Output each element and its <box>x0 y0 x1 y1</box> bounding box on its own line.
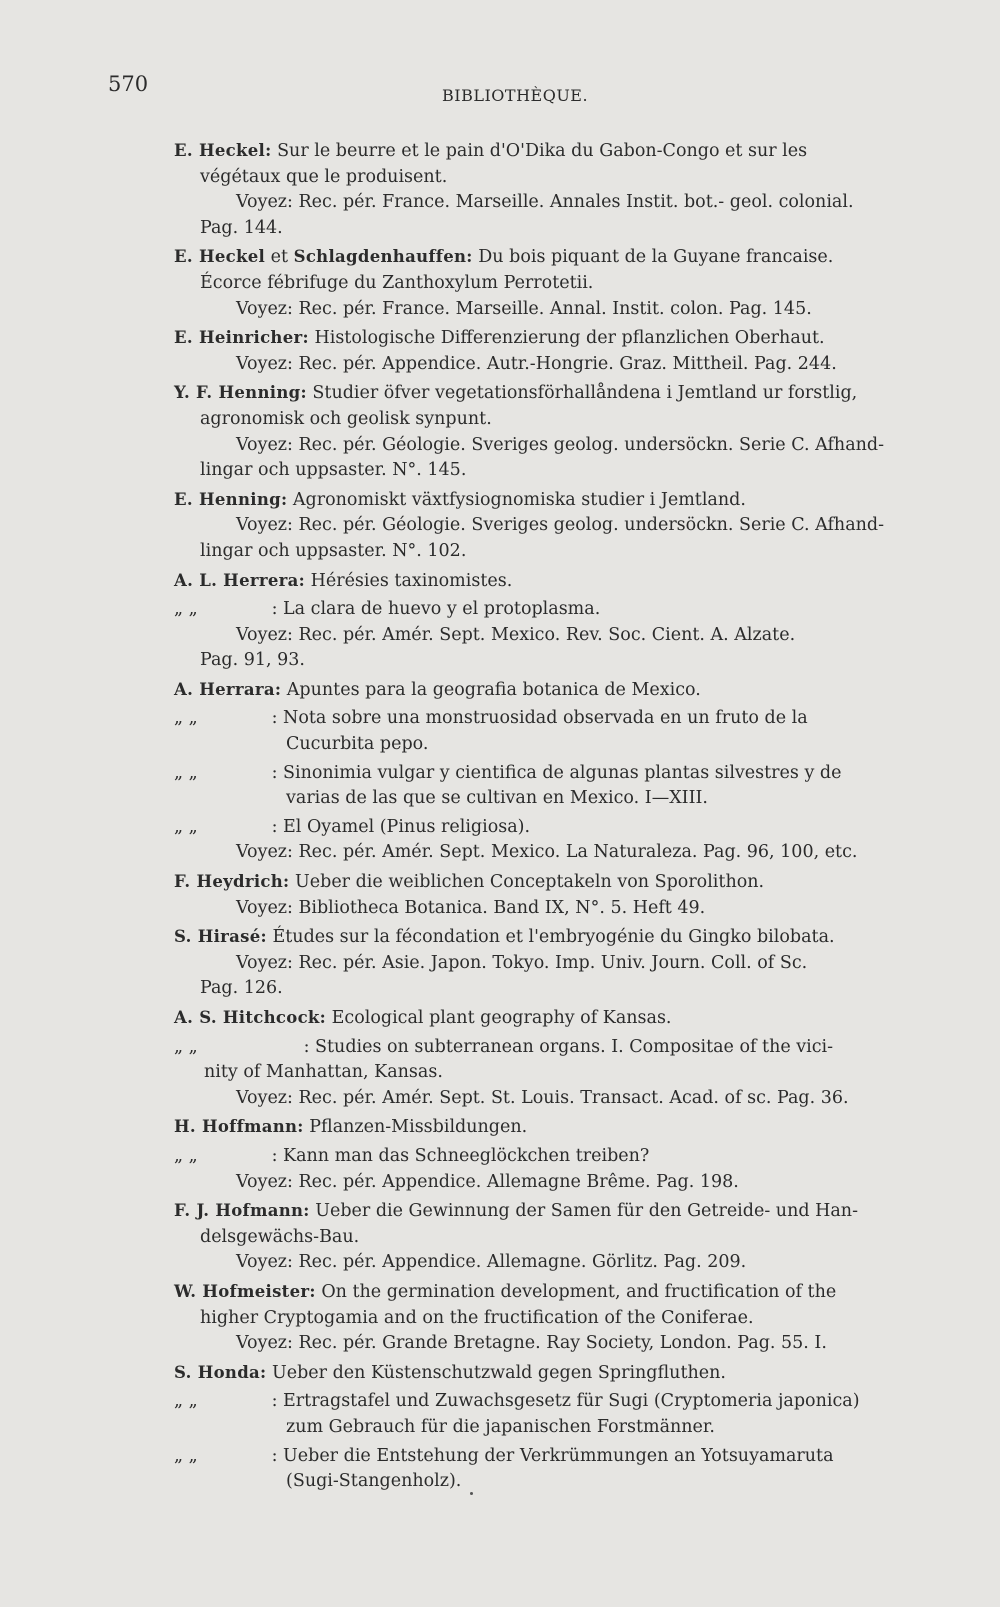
entry-author: Y. F. Henning: <box>174 383 307 403</box>
ink-speck <box>470 1492 473 1495</box>
entry-reference-continuation: Pag. 91, 93. <box>200 650 305 671</box>
entry-reference-continuation: lingar och uppsaster. N°. 102. <box>200 540 467 561</box>
entry-title: : La clara de huevo y el protoplasma. <box>266 599 601 620</box>
entry-title-continuation: (Sugi-Stangenholz). <box>286 1471 462 1492</box>
bibliography-entry <box>174 380 934 483</box>
entry-title-continuation: végétaux que le produisent. <box>200 166 448 187</box>
entry-title: Histologische Differenzierung der pflanzlichen Oberhaut. <box>308 328 825 349</box>
entry-title: : El Oyamel (Pinus religiosa). <box>266 816 531 837</box>
entry-reference: Voyez: Rec. pér. Amér. Sept. Mexico. La Naturaleza. Pag. 96, 100, etc. <box>236 842 858 863</box>
entry-coauthor: Schlagdenhauffen: <box>293 247 473 267</box>
entry-title-continuation: Cucurbita pepo. <box>286 734 429 755</box>
entry-author: E. Heinricher: <box>174 328 309 348</box>
entry-title-continuation: higher Cryptogamia and on the fructification of the Coniferae. <box>200 1307 754 1328</box>
entry-title: On the germination development, and fructification of the <box>315 1281 837 1302</box>
running-head: BIBLIOTHÈQUE. <box>442 86 589 105</box>
bibliography-entry <box>174 1279 934 1357</box>
entry-title-continuation: Écorce fébrifuge du Zanthoxylum Perrotetii. <box>200 272 594 293</box>
bibliography-entry <box>174 487 934 565</box>
entry-reference: Voyez: Rec. pér. Grande Bretagne. Ray Society, London. Pag. 55. I. <box>236 1333 827 1354</box>
entry-title: Sur le beurre et le pain d'O'Dika du Gabon-Congo et sur les <box>271 141 808 161</box>
entry-reference: Voyez: Rec. pér. Asie. Japon. Tokyo. Imp. Univ. Journ. Coll. of Sc. <box>236 952 808 973</box>
entry-title: : Ertragstafel und Zuwachsgesetz für Sugi (Cryptomeria japonica) <box>266 1391 860 1412</box>
bibliography-entry <box>174 869 934 921</box>
bibliography-entry <box>174 597 934 674</box>
entry-title-continuation: agronomisk och geolisk synpunt. <box>200 408 492 429</box>
bibliography-entry <box>174 325 934 377</box>
bibliography-entry <box>174 568 934 595</box>
bibliography-entry <box>174 1198 934 1276</box>
ditto-marks: „ „ <box>174 1036 198 1057</box>
entry-title: Agronomiskt växtfysiognomiska studier i Jemtland. <box>287 489 746 510</box>
entry-title: Ueber den Küstenschutzwald gegen Springfluthen. <box>266 1362 726 1383</box>
entry-author: S. Hirasé: <box>174 927 267 947</box>
entry-title: Du bois piquant de la Guyane francaise. <box>472 247 834 268</box>
bibliography-entry <box>174 1444 934 1495</box>
bibliography-entry <box>174 815 934 866</box>
entry-author: E. Heckel <box>174 247 266 267</box>
bibliography-entry <box>174 761 934 812</box>
entry-reference-continuation: Pag. 126. <box>200 978 283 999</box>
entry-reference: Voyez: Rec. pér. Amér. Sept. Mexico. Rev. Soc. Cient. A. Alzate. <box>236 624 796 645</box>
ditto-marks: „ „ <box>174 1445 198 1466</box>
bibliography-entry <box>174 924 934 1002</box>
entry-title: Hérésies taxinomistes. <box>305 570 513 591</box>
entry-reference: Voyez: Rec. pér. Appendice. Allemagne. Görlitz. Pag. 209. <box>236 1252 747 1273</box>
bibliography-entry <box>174 1360 934 1387</box>
entry-author: W. Hofmeister: <box>174 1281 316 1301</box>
entry-title: Apuntes para la geografia botanica de Mexico. <box>281 679 701 700</box>
bibliography-entry <box>174 1035 934 1112</box>
ditto-marks: „ „ <box>174 1145 198 1166</box>
ditto-marks: „ „ <box>174 816 198 837</box>
entry-title: : Sinonimia vulgar y cientifica de algunas plantas silvestres y de <box>266 762 842 783</box>
entry-author: F. J. Hofmann: <box>174 1201 310 1221</box>
bibliography-entry <box>174 706 934 757</box>
entry-author: A. L. Herrera: <box>174 570 306 590</box>
ditto-marks: „ „ <box>174 599 198 620</box>
entry-title: Ueber die weiblichen Conceptakeln von Sporolithon. <box>289 872 765 893</box>
entry-title: : Kann man das Schneeglöckchen treiben? <box>266 1145 650 1166</box>
bibliography-entry <box>174 1144 934 1195</box>
entry-title: Pflanzen-Missbildungen. <box>303 1117 528 1138</box>
entry-author: F. Heydrich: <box>174 872 290 892</box>
entry-title: : Studies on subterranean organs. I. Compositae of the vici- <box>298 1036 834 1057</box>
entry-title: Ecological plant geography of Kansas. <box>326 1008 672 1028</box>
entry-reference: Voyez: Rec. pér. Géologie. Sveriges geolog. undersöckn. Serie C. Afhand- <box>236 434 885 455</box>
entry-reference: Voyez: Rec. pér. Géologie. Sveriges geolog. undersöckn. Serie C. Afhand- <box>236 515 885 536</box>
bibliography-entry <box>174 1005 934 1032</box>
bibliography-entry <box>174 1389 934 1440</box>
bibliography-entry <box>174 244 934 322</box>
bibliography-entries <box>174 138 934 1498</box>
entry-author: A. S. Hitchcock: <box>174 1008 327 1027</box>
bibliography-entry <box>174 1114 934 1141</box>
entry-author: H. Hoffmann: <box>174 1117 304 1137</box>
entry-author: A. Herrara: <box>174 679 282 699</box>
entry-title-continuation: varias de las que se cultivan en Mexico. I—XIII. <box>286 788 708 809</box>
entry-reference: Voyez: Rec. pér. Appendice. Allemagne Brême. Pag. 198. <box>236 1171 739 1192</box>
ditto-marks: „ „ <box>174 762 198 783</box>
entry-joiner: et <box>265 247 294 268</box>
entry-author: S. Honda: <box>174 1362 267 1382</box>
entry-title-continuation: zum Gebrauch für die japanischen Forstmänner. <box>286 1416 715 1437</box>
entry-reference: Voyez: Rec. pér. Appendice. Autr.-Hongrie. Graz. Mittheil. Pag. 244. <box>236 353 837 374</box>
ditto-marks: „ „ <box>174 708 198 729</box>
entry-reference-continuation: lingar och uppsaster. N°. 145. <box>200 460 467 481</box>
bibliography-entry <box>174 138 934 241</box>
entry-author: E. Henning: <box>174 489 288 509</box>
entry-title-continuation: nity of Manhattan, Kansas. <box>204 1062 443 1083</box>
entry-author: E. Heckel: <box>174 141 272 160</box>
bibliography-entry <box>174 677 934 704</box>
ditto-marks: „ „ <box>174 1391 198 1412</box>
page-number: 570 <box>108 72 149 96</box>
entry-reference-continuation: Pag. 144. <box>200 217 283 238</box>
entry-reference: Voyez: Rec. pér. France. Marseille. Annal. Instit. colon. Pag. 145. <box>236 298 812 319</box>
entry-reference: Voyez: Bibliotheca Botanica. Band IX, N°. 5. Heft 49. <box>236 897 706 918</box>
entry-title: Studier öfver vegetationsförhallåndena i Jemtland ur forstlig, <box>306 383 858 404</box>
entry-title: : Ueber die Entstehung der Verkrümmungen an Yotsuyamaruta <box>266 1445 834 1466</box>
entry-reference: Voyez: Rec. pér. Amér. Sept. St. Louis. Transact. Acad. of sc. Pag. 36. <box>236 1087 849 1108</box>
entry-title-continuation: delsgewächs-Bau. <box>200 1226 360 1247</box>
entry-reference: Voyez: Rec. pér. France. Marseille. Annales Instit. bot.- geol. colonial. <box>236 192 854 213</box>
entry-title: : Nota sobre una monstruosidad observada en un fruto de la <box>266 708 808 729</box>
entry-title: Études sur la fécondation et l'embryogénie du Gingko bilobata. <box>266 927 835 948</box>
entry-title: Ueber die Gewinnung der Samen für den Getreide- und Han- <box>309 1201 858 1222</box>
